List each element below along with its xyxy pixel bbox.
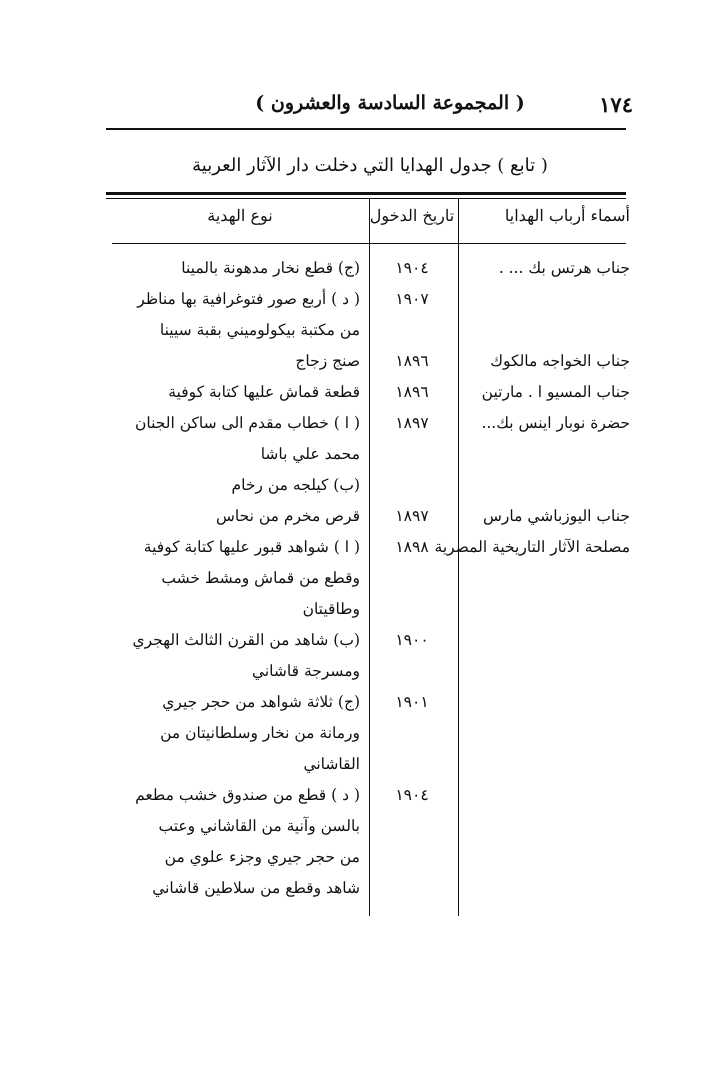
gift-cell: ومسرجة قاشاني [251, 662, 360, 680]
gift-cell: بالسن وآنية من القاشاني وعتب [158, 817, 360, 835]
donor-cell: حضرة نوبار اينس بك... [481, 414, 630, 432]
running-head: ( المجموعة السادسة والعشرون ) [255, 92, 525, 114]
date-cell: ١٨٩٧ [395, 414, 429, 432]
page-number: ١٧٤ [599, 92, 633, 117]
date-cell: ١٩٠٠ [395, 631, 429, 649]
gift-cell: (ج) قطع نخار مدهونة بالمينا [181, 259, 360, 277]
gift-cell: قرص مخرم من نحاس [215, 507, 360, 525]
gift-cell: وطاقيتان [302, 600, 360, 618]
gift-cell: القاشاني [303, 755, 360, 773]
gift-cell: ( د ) أربع صور فتوغرافية بها مناظر [137, 290, 360, 308]
table-top-rule-thick [106, 192, 626, 195]
column-divider-left [369, 199, 370, 916]
date-cell: ١٨٩٧ [395, 507, 429, 525]
date-cell: ١٨٩٦ [395, 352, 429, 370]
gift-cell: ( ا ) شواهد قبور عليها كتابة كوفية [143, 538, 360, 556]
column-header-gift: نوع الهدية [207, 206, 273, 225]
header-rule [106, 128, 626, 130]
date-cell: ١٨٩٨ [395, 538, 429, 556]
donor-cell: جناب اليوزباشي مارس [482, 507, 630, 525]
gift-cell: محمد علي باشا [260, 445, 360, 463]
donor-cell: جناب هرتس بك ... . [498, 259, 630, 277]
gift-cell: شاهد وقطع من سلاطين قاشاني [152, 879, 360, 897]
date-cell: ١٨٩٦ [395, 383, 429, 401]
date-cell: ١٩٠١ [395, 693, 429, 711]
gift-cell: قطعة قماش عليها كتابة كوفية [168, 383, 360, 401]
date-cell: ١٩٠٧ [395, 290, 429, 308]
table-top-rule-thin [106, 198, 626, 199]
column-header-date: تاريخ الدخول [369, 206, 455, 225]
gift-cell: ( د ) قطع من صندوق خشب مطعم [135, 786, 360, 804]
gift-cell: وقطع من قماش ومشط خشب [161, 569, 360, 587]
donor-cell: مصلحة الآثار التاريخية المصرية [434, 538, 630, 556]
donor-cell: جناب المسيو ا . مارتين [481, 383, 630, 401]
table-title: ( تابع ) جدول الهدايا التي دخلت دار الآثار العربية [192, 155, 548, 176]
column-header-names: أسماء أرباب الهدايا [504, 206, 630, 225]
gift-cell: (ج) ثلاثة شواهد من حجر جيري [162, 693, 360, 711]
gift-cell: من حجر جيري وجزء علوي من [164, 848, 360, 866]
gift-cell: من مكتبة بيكولوميني بقبة سيينا [159, 321, 360, 339]
gift-cell: (ب) شاهد من القرن الثالث الهجري [132, 631, 360, 649]
gift-cell: ورمانة من نخار وسلطانيتان من [160, 724, 360, 742]
gift-cell: ( ا ) خطاب مقدم الى ساكن الجنان [134, 414, 360, 432]
date-cell: ١٩٠٤ [395, 786, 429, 804]
gift-cell: (ب) كيلجه من رخام [231, 476, 360, 494]
gift-cell: صنج زجاج [295, 352, 360, 370]
column-divider-right [458, 199, 459, 916]
date-cell: ١٩٠٤ [395, 259, 429, 277]
donor-cell: جناب الخواجه مالكوك [490, 352, 630, 370]
